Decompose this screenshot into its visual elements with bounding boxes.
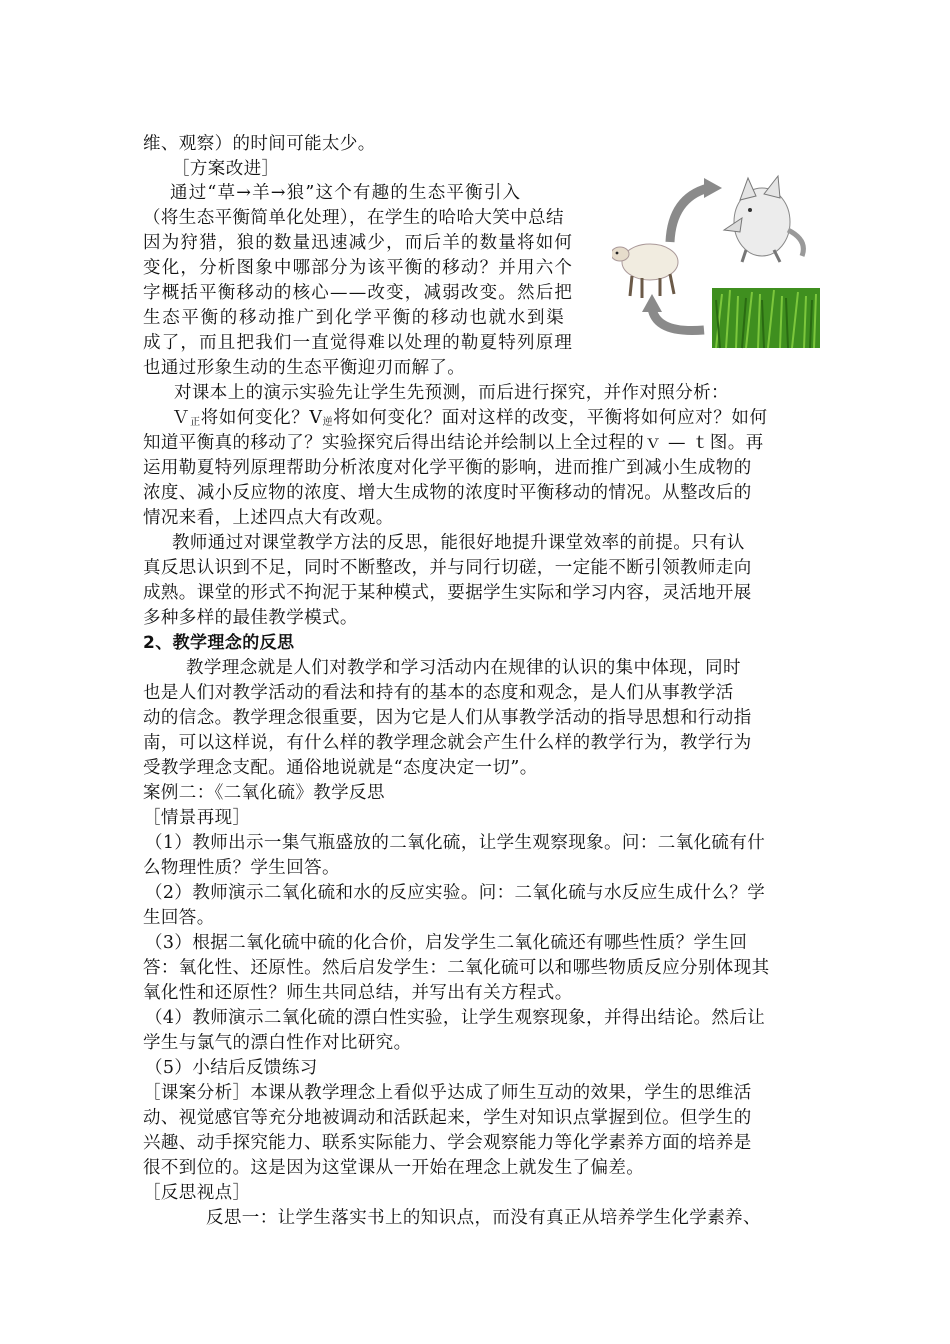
text-line: 生回答。 [143,908,215,928]
text-fragment: 将如何变化？面对这样的改变，平衡将如何应对？如何 [333,408,768,428]
text-line: 动、视觉感官等充分地被调动和活跃起来，学生对知识点掌握到位。但学生的 [143,1108,752,1128]
section-label: ［方案改进］ [172,159,280,179]
ecology-cycle-figure [612,170,822,350]
v-subscript-forward: 正 [190,417,201,428]
text-fragment: 将如何变化？V [200,408,323,428]
text-line: 反思一：让学生落实书上的知识点，而没有真正从培养学生化学素养、 [206,1208,761,1228]
v-subscript-reverse: 逆 [322,417,334,428]
text-line: 兴趣、动手探究能力、联系实际能力、学会观察能力等化学素养方面的培养是 [143,1133,752,1153]
text-line: 知道平衡真的移动了？实验探究后得出结论并绘制以上全过程的ｖ — ｔ图。再 [143,433,764,453]
text-line: 字概括平衡移动的核心——改变，减弱改变。然后把 [143,283,574,303]
text-line: 生态平衡的移动推广到化学平衡的移动也就水到渠 [143,308,566,328]
text-line: 氧化性和还原性？师生共同总结，并写出有关方程式。 [143,983,573,1003]
section-label: ［反思视点］ [143,1183,251,1203]
text-line: 成熟。课堂的形式不拘泥于某种模式，要据学生实际和学习内容，灵活地开展 [143,583,752,603]
text-line: 浓度、减小反应物的浓度、增大生成物的浓度时平衡移动的情况。从整改后的 [143,483,752,503]
text-line: 么物理性质？学生回答。 [143,858,340,878]
grass-image [712,288,820,348]
text-line: ［课案分析］本课从教学理念上看似乎达成了师生互动的效果，学生的思维活 [143,1083,752,1103]
text-line: 很不到位的。这是因为这堂课从一开始在理念上就发生了偏差。 [143,1158,645,1178]
text-line: 情况来看，上述四点大有改观。 [143,508,394,528]
text-line: 南，可以这样说，有什么样的教学理念就会产生什么样的教学行为，教学行为 [143,733,752,753]
text-line: 维、观察）的时间可能太少。 [143,134,376,154]
text-line: 学生与氯气的漂白性作对比研究。 [143,1033,412,1053]
text-line: 教师通过对课堂教学方法的反思，能很好地提升课堂效率的前提。只有认 [172,533,745,553]
case-title: 案例二：《二氧化硫》教学反思 [143,783,385,803]
text-line: （4）教师演示二氧化硫的漂白性实验，让学生观察现象，并得出结论。然后让 [145,1008,766,1028]
wolf-image [724,176,803,262]
text-line: （5）小结后反馈练习 [145,1058,318,1078]
text-line: 运用勒夏特列原理帮助分析浓度对化学平衡的影响，进而推广到减小生成物的 [143,458,752,478]
section-label: ［情景再现］ [143,808,251,828]
cycle-arrow-bottom [642,294,704,331]
sheep-image [612,244,678,298]
text-line: 通过“草→羊→狼”这个有趣的生态平衡引入 [170,183,522,203]
text-line: 因为狩猎，狼的数量迅速减少，而后羊的数量将如何 [143,233,574,253]
section-heading: 2、教学理念的反思 [143,633,295,653]
text-line: （3）根据二氧化硫中硫的化合价，启发学生二氧化硫还有哪些性质？学生回 [145,933,748,953]
text-line: 多种多样的最佳教学模式。 [143,608,358,628]
text-line: 也通过形象生动的生态平衡迎刃而解了。 [143,358,466,378]
text-line: 成了，而且把我们一直觉得难以处理的勒夏特列原理 [143,333,574,353]
v-symbol: Ｖ [172,408,191,428]
text-line: 真反思认识到不足，同时不断整改，并与同行切磋，一定能不断引领教师走向 [143,558,752,578]
text-line: （2）教师演示二氧化硫和水的反应实验。问：二氧化硫与水反应生成什么？学 [145,883,766,903]
text-line: 受教学理念支配。通俗地说就是“态度决定一切”。 [143,758,538,778]
text-line: 对课本上的演示实验先让学生先预测，而后进行探究，并作对照分析： [174,383,729,403]
text-line: 答：氧化性、还原性。然后启发学生：二氧化硫可以和哪些物质反应分别体现其 [143,958,770,978]
text-line: （将生态平衡简单化处理），在学生的哈哈大笑中总结 [143,208,564,228]
text-line: 变化，分析图象中哪部分为该平衡的移动？并用六个 [143,258,574,278]
text-line: 也是人们对教学活动的看法和持有的基本的态度和观念，是人们从事教学活 [143,683,734,703]
text-line: 教学理念就是人们对教学和学习活动内在规律的认识的集中体现，同时 [186,658,741,678]
text-line: （1）教师出示一集气瓶盛放的二氧化硫，让学生观察现象。问：二氧化硫有什 [145,833,766,853]
cycle-arrow-top [670,178,722,242]
text-line: 动的信念。教学理念很重要，因为它是人们从事教学活动的指导思想和行动指 [143,708,752,728]
